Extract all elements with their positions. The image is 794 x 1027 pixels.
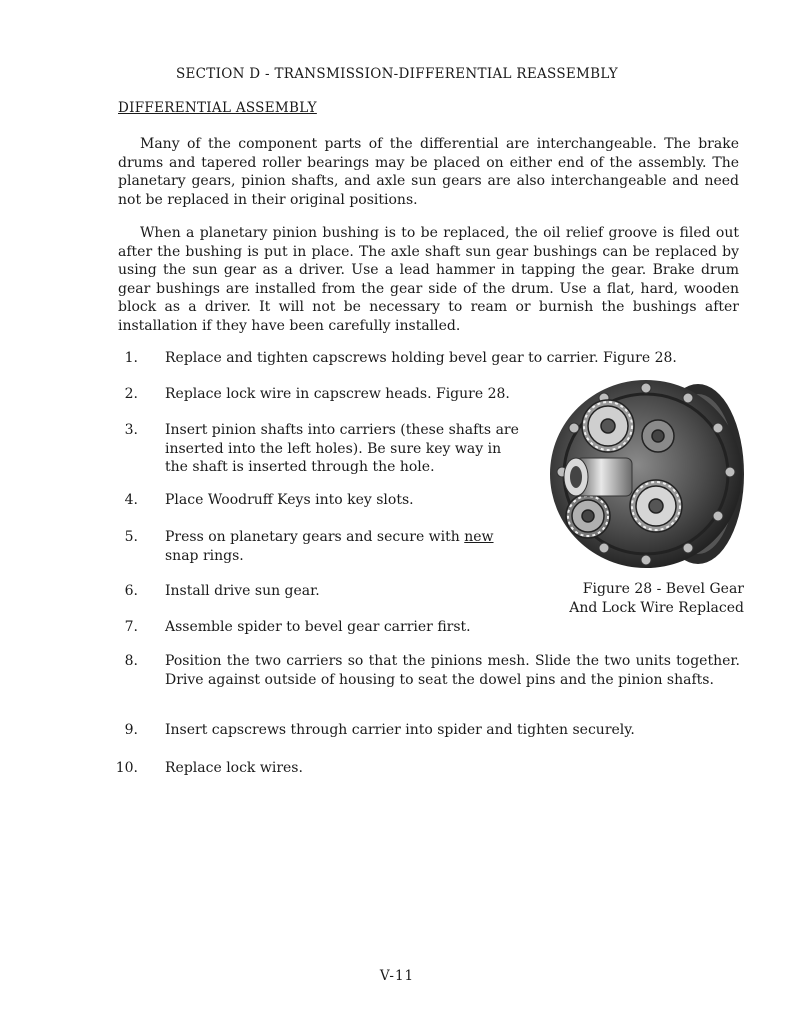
step-number: 8.: [124, 653, 138, 669]
paragraph-interchangeable-parts: Many of the component parts of the differential are interchangeable. The brake drums and tapered roller bearings may be placed on either end of the assembly. The planetary gears, pinion shafts, and axle sun gears are also interchangeable and need not be replaced in their original positions.: [118, 136, 739, 208]
step-number: 7.: [124, 619, 138, 635]
step-text: Assemble spider to bevel gear carrier first.: [165, 619, 471, 635]
step-number: 2.: [124, 386, 138, 402]
subsection-title: DIFFERENTIAL ASSEMBLY: [118, 100, 317, 116]
page-number: V-11: [379, 968, 415, 984]
step-text: Install drive sun gear.: [165, 583, 320, 599]
step-number: 1.: [124, 350, 138, 366]
step-text: Place Woodruff Keys into key slots.: [165, 492, 414, 508]
step-text-part: Press on planetary gears and secure with: [165, 529, 460, 545]
emphasis-new: new: [464, 529, 494, 545]
step-number: 3.: [124, 422, 138, 438]
step-text: Insert pinion shafts into carriers (these shafts are inserted into the left holes). Be sure key way in the shaft is inserted through the hole.: [165, 422, 519, 475]
step-number: 9.: [124, 722, 138, 738]
step-text: Replace lock wire in capscrew heads. Figure 28.: [165, 386, 510, 402]
step-text: Replace lock wires.: [165, 760, 303, 776]
step-number: 5.: [124, 529, 138, 545]
section-title: SECTION D - TRANSMISSION-DIFFERENTIAL REASSEMBLY: [175, 66, 619, 82]
figure-28-photo: [548, 376, 748, 572]
step-text: Replace and tighten capscrews holding bevel gear to carrier. Figure 28.: [165, 350, 677, 366]
step-text-part: snap rings.: [165, 547, 244, 564]
figure-caption: [548, 580, 744, 617]
caption-line-2: And Lock Wire Replaced: [569, 599, 744, 616]
step-text: Position the two carriers so that the pinions mesh. Slide the two units together. Drive against outside of housing to seat the dowel pins and the pinion shafts.: [165, 653, 740, 688]
step-number: 6.: [124, 583, 138, 599]
step-number: 4.: [124, 492, 138, 508]
caption-line-1: Figure 28 - Bevel Gear: [582, 581, 744, 597]
step-text: [165, 528, 520, 565]
differential-gear-assembly-icon: [548, 376, 748, 572]
step-text: Insert capscrews through carrier into spider and tighten securely.: [165, 722, 635, 738]
step-number: 10.: [115, 760, 138, 776]
paragraph-bushings: When a planetary pinion bushing is to be replaced, the oil relief groove is filed out after the bushing is put in place. The axle shaft sun gear bushings can be replaced by using the sun gear as a driver. Use a lead hammer in tapping the gear. Brake drum gear bushings are installed from the gear side of the drum. Use a flat, hard, wooden block as a driver. It will not be necessary to ream or burnish the bushings after installation if they have been carefully installed.: [118, 225, 739, 334]
